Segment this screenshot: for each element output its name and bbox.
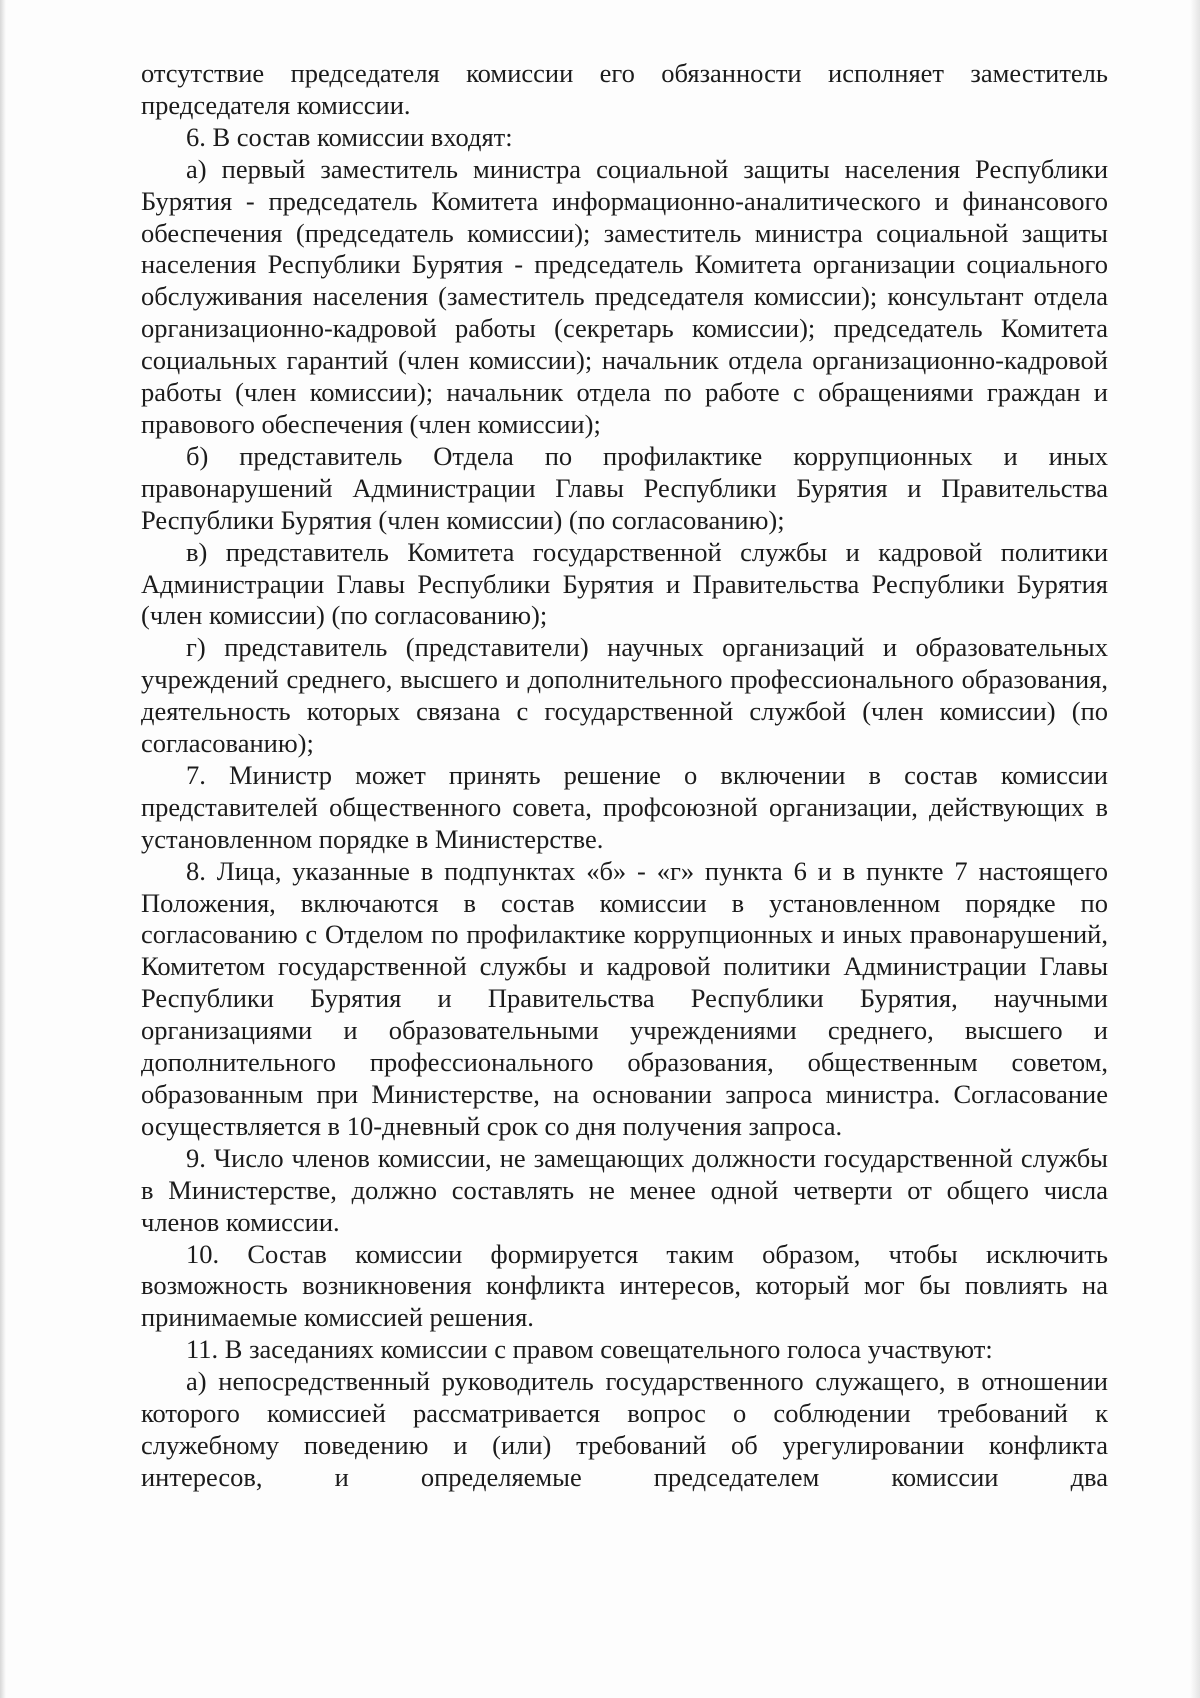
scan-edge-right bbox=[1190, 0, 1200, 1698]
paragraph-item-11a: а) непосредственный руководитель государственного служащего, в отношении которого комиссией рассматривается вопрос о соблюдении требований к служебному поведению и (или) требований об урегулировании конфликта интересов, и определяемые председателем комиссии два bbox=[141, 1366, 1108, 1492]
paragraph-item-8: 8. Лица, указанные в подпунктах «б» - «г» пункта 6 и в пункте 7 настоящего Положения, включаются в состав комиссии в установленном порядке по согласованию с Отделом по профилактике коррупционных и иных правонарушений, Комитетом государственной службы и кадровой политики Администрации Главы Республики Бурятия и Правительства Республики Бурятия, научными организациями и образовательными учреждениями среднего, высшего и дополнительного профессионального образования, общественным советом, образованным при Министерстве, на основании запроса министра. Согласование осуществляется в 10-дневный срок со дня получения запроса. bbox=[141, 855, 1108, 1141]
paragraph-item-11: 11. В заседаниях комиссии с правом совещательного голоса участвуют: bbox=[186, 1334, 993, 1365]
paragraph-item-9: 9. Число членов комиссии, не замещающих должности государственной службы в Министерстве, должно составлять не менее одной четверти от общего числа членов комиссии. bbox=[141, 1142, 1108, 1237]
paragraph-item-7: 7. Министр может принять решение о включении в состав комиссии представителей общественного совета, профсоюзной организации, действующих в установленном порядке в Министерстве. bbox=[141, 759, 1108, 854]
paragraph-item-6g: г) представитель (представители) научных организаций и образовательных учреждений среднего, высшего и дополнительного профессионального образования, деятельность которых связана с государственной службой (член комиссии) (по согласованию); bbox=[141, 632, 1108, 759]
paragraph-item-6a: а) первый заместитель министра социальной защиты населения Республики Бурятия - председатель Комитета информационно-аналитического и финансового обеспечения (председатель комиссии); заместитель министра социальной защиты населения Республики Бурятия - председатель Комитета организации социального обслуживания населения (заместитель председателя комиссии); консультант отдела организационно-кадровой работы (секретарь комиссии); председатель Комитета социальных гарантий (член комиссии); начальник отдела организационно-кадровой работы (член комиссии); начальник отдела по работе с обращениями граждан и правового обеспечения (член комиссии); bbox=[141, 153, 1108, 439]
document-body bbox=[141, 58, 1108, 1494]
paragraph-item-10: 10. Состав комиссии формируется таким образом, чтобы исключить возможность возникновения конфликта интересов, который мог бы повлиять на принимаемые комиссией решения. bbox=[141, 1238, 1108, 1333]
paragraph-continuation: отсутствие председателя комиссии его обязанности исполняет заместитель председателя комиссии. bbox=[141, 58, 1108, 120]
scan-edge-left bbox=[0, 0, 6, 1698]
paragraph-item-6: 6. В состав комиссии входят: bbox=[186, 121, 513, 152]
paragraph-item-6b: б) представитель Отдела по профилактике коррупционных и иных правонарушений Администрации Главы Республики Бурятия и Правительства Республики Бурятия (член комиссии) (по согласованию); bbox=[141, 440, 1108, 535]
paragraph-item-6v: в) представитель Комитета государственной службы и кадровой политики Администрации Главы Республики Бурятия и Правительства Республики Бурятия (член комиссии) (по согласованию); bbox=[141, 536, 1108, 631]
